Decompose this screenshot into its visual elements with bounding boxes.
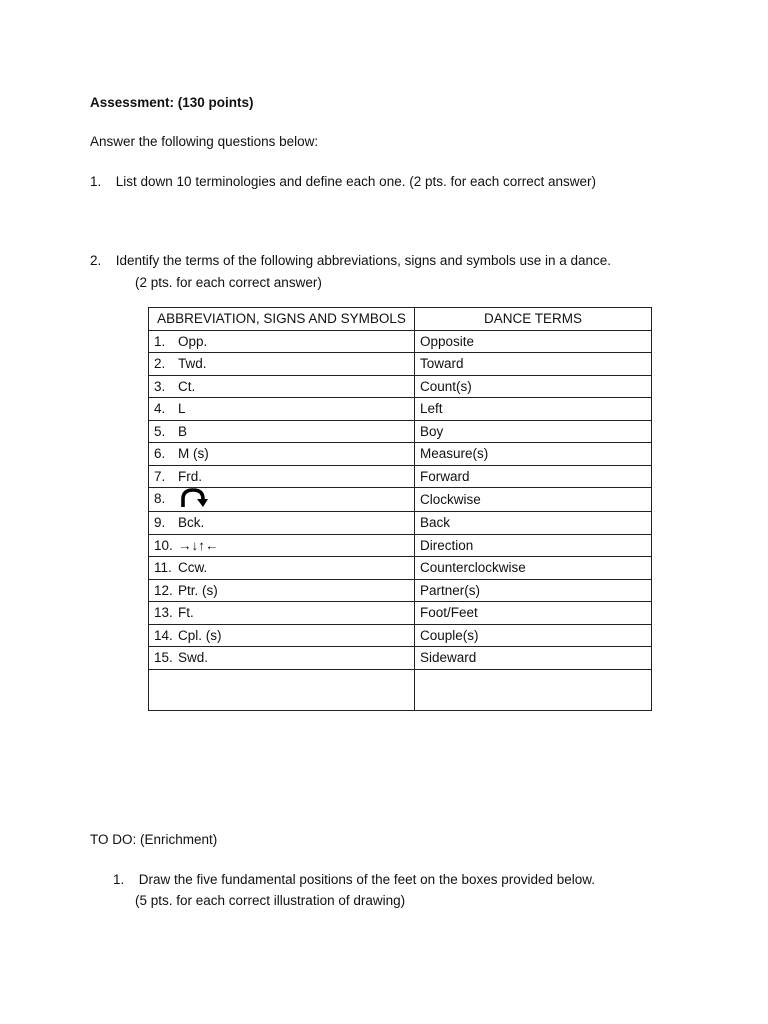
question-2-number: 2. — [90, 253, 102, 268]
row-number: 5. — [154, 423, 166, 439]
question-2-points-note: (2 pts. for each correct answer) — [135, 275, 322, 290]
table-row — [149, 534, 652, 557]
abbreviation-text: Ccw. — [178, 560, 208, 576]
abbreviation-text: Swd. — [178, 650, 209, 666]
abbreviation-text: Ft. — [178, 605, 194, 621]
abbreviation-text: B — [178, 423, 188, 439]
row-number: 9. — [154, 515, 166, 531]
dance-term-cell: Back — [415, 512, 652, 535]
abbreviation-text: Opp. — [178, 333, 208, 349]
row-number: 10. — [154, 537, 173, 553]
abbreviation-cell — [149, 647, 415, 670]
dance-term-cell: Clockwise — [415, 488, 652, 512]
table-row — [149, 465, 652, 488]
dance-term-cell: Couple(s) — [415, 624, 652, 647]
row-number: 13. — [154, 605, 173, 621]
empty-cell — [415, 669, 652, 710]
row-number: 11. — [154, 560, 172, 576]
abbreviation-cell — [149, 398, 415, 421]
abbreviation-cell — [149, 375, 415, 398]
abbreviation-text: Frd. — [178, 468, 203, 484]
todo-item-1 — [113, 872, 595, 887]
table-row — [149, 647, 652, 670]
dance-term-cell: Direction — [415, 534, 652, 557]
abbreviation-cell — [149, 330, 415, 353]
dance-term-cell: Opposite — [415, 330, 652, 353]
dance-term-cell: Left — [415, 398, 652, 421]
abbreviation-text: Ptr. (s) — [178, 582, 218, 598]
table-row — [149, 602, 652, 625]
table-row — [149, 398, 652, 421]
abbreviation-cell — [149, 624, 415, 647]
abbreviation-cell — [149, 443, 415, 466]
dance-term-cell: Partner(s) — [415, 579, 652, 602]
row-number: 8. — [154, 491, 166, 507]
question-2-text: Identify the terms of the following abbreviations, signs and symbols use in a dance. — [115, 253, 612, 268]
row-number: 2. — [154, 356, 166, 372]
direction-arrows-icon: →↓↑← — [178, 537, 219, 553]
row-number: 1. — [154, 333, 166, 349]
table-row — [149, 488, 652, 512]
row-number: 6. — [154, 446, 166, 462]
abbreviation-cell — [149, 557, 415, 580]
column-header-abbreviations: ABBREVIATION, SIGNS AND SYMBOLS — [149, 308, 415, 331]
todo-item-1-number: 1. — [113, 872, 125, 887]
abbreviation-cell — [149, 488, 415, 512]
table-row — [149, 420, 652, 443]
row-number: 3. — [154, 378, 166, 394]
todo-item-1-points-note: (5 pts. for each correct illustration of drawing) — [135, 893, 406, 908]
table-row — [149, 330, 652, 353]
dance-term-cell: Toward — [415, 353, 652, 376]
row-number: 12. — [154, 582, 173, 598]
todo-item-1-text: Draw the five fundamental positions of the feet on the boxes provided below. — [138, 872, 596, 887]
assessment-heading: Assessment: (130 points) — [90, 95, 254, 110]
row-number: 15. — [154, 650, 173, 666]
table-row-empty — [149, 669, 652, 710]
table-row — [149, 512, 652, 535]
question-1-number: 1. — [90, 174, 102, 189]
abbreviation-text: L — [178, 401, 186, 417]
abbreviation-text: Cpl. (s) — [178, 627, 222, 643]
dance-term-cell: Foot/Feet — [415, 602, 652, 625]
question-1 — [90, 174, 596, 189]
instructions-text: Answer the following questions below: — [90, 134, 319, 149]
abbreviation-text: Bck. — [178, 515, 205, 531]
abbreviation-cell — [149, 353, 415, 376]
question-2 — [90, 253, 611, 268]
dance-term-cell: Counterclockwise — [415, 557, 652, 580]
question-1-text: List down 10 terminologies and define each one. (2 pts. for each correct answer) — [115, 174, 597, 189]
table-row — [149, 443, 652, 466]
todo-heading: TO DO: (Enrichment) — [90, 832, 218, 847]
table-row — [149, 624, 652, 647]
table-header-row — [149, 308, 652, 331]
dance-term-cell: Forward — [415, 465, 652, 488]
dance-term-cell: Count(s) — [415, 375, 652, 398]
row-number: 7. — [154, 468, 166, 484]
abbreviation-cell — [149, 602, 415, 625]
abbreviation-text: Ct. — [178, 378, 196, 394]
dance-term-cell: Sideward — [415, 647, 652, 670]
abbreviation-text: Twd. — [178, 356, 207, 372]
table-row — [149, 375, 652, 398]
table-row — [149, 353, 652, 376]
column-header-dance-terms: DANCE TERMS — [415, 308, 652, 331]
table-row — [149, 557, 652, 580]
abbreviation-cell — [149, 534, 415, 557]
abbreviation-cell — [149, 579, 415, 602]
empty-cell — [149, 669, 415, 710]
dance-term-cell: Boy — [415, 420, 652, 443]
row-number: 4. — [154, 401, 166, 417]
row-number: 14. — [154, 627, 173, 643]
table-row — [149, 579, 652, 602]
abbreviation-cell — [149, 420, 415, 443]
abbreviation-cell — [149, 512, 415, 535]
clockwise-arc-arrow-icon — [180, 488, 210, 511]
abbreviation-text: M (s) — [178, 446, 209, 462]
dance-term-cell: Measure(s) — [415, 443, 652, 466]
abbreviations-table — [148, 307, 652, 711]
abbreviation-cell — [149, 465, 415, 488]
